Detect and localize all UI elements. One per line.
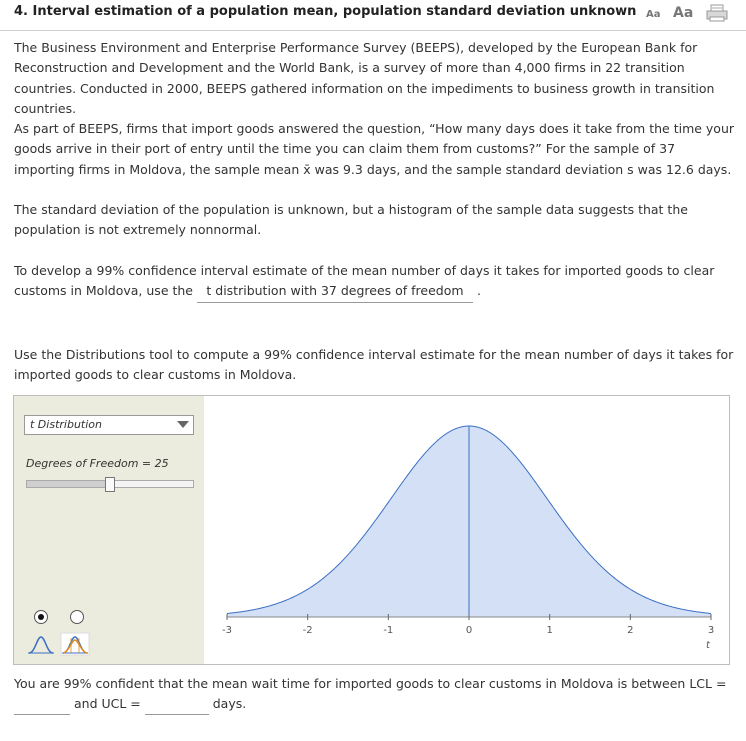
t-distribution-plot[interactable] [204, 396, 729, 664]
font-decrease-button[interactable]: Aa [646, 9, 661, 20]
survey-question-paragraph: As part of BEEPS, firms that import goods answered the question, “How many days does it take from the time your goods arrive in their port of entry until the time you can claim them from customs?” For the sample of 37 importing firms in Moldova, the sample mean x̄ was 9.3 days, and the sample standard deviation s was 12.6 days. [14, 121, 735, 177]
font-increase-button[interactable]: Aa [673, 5, 694, 21]
intro-paragraph: The Business Environment and Enterprise Performance Survey (BEEPS), developed by the European Bank for Reconstruction and Development and the World Bank, is a survey of more than 4,000 firms in 22 transition countries. Conducted in 2000, BEEPS gathered information on the impediments to business growth in transition countries. [14, 40, 715, 116]
chevron-down-icon [177, 421, 189, 429]
dof-value: 25 [154, 457, 169, 470]
result-text-after: days. [212, 696, 247, 712]
x-tick-label: -2 [302, 625, 313, 636]
lcl-input[interactable] [14, 698, 70, 715]
compare-distribution-icon [60, 632, 90, 656]
dof-label [26, 457, 169, 470]
distribution-dropdown-value: t Distribution [30, 418, 102, 431]
dof-equals: = [141, 457, 152, 470]
x-tick-label: 2 [627, 625, 634, 636]
compare-curve-radio[interactable] [70, 610, 84, 624]
x-tick-label: 1 [546, 625, 553, 636]
question-header [0, 0, 746, 31]
distribution-dropdown[interactable] [24, 415, 194, 435]
distribution-choice-text: To develop a 99% confidence interval estimate of the mean number of days it takes for imported goods to clear customs in Moldova, use the [14, 263, 715, 299]
single-distribution-icon [26, 632, 56, 656]
x-axis-label: t [706, 640, 710, 651]
dof-label-text: Degrees of Freedom [26, 457, 139, 470]
x-tick-label: -3 [222, 625, 232, 636]
x-tick-label: -1 [383, 625, 394, 636]
result-sentence [14, 674, 734, 715]
single-curve-radio[interactable] [34, 610, 48, 624]
dof-slider-fill [27, 481, 110, 487]
result-text-before: You are 99% confident that the mean wait time for imported goods to clear customs in Moldova is between LCL = [14, 676, 727, 691]
ucl-input[interactable] [145, 698, 209, 715]
distribution-choice-paragraph [14, 261, 734, 303]
x-tick-label: 3 [707, 625, 715, 636]
distribution-choice-period: . [476, 283, 481, 299]
question-title: 4. Interval estimation of a population mean, population standard deviation unknown [14, 4, 637, 19]
result-text-middle: and UCL = [73, 696, 141, 712]
tool-control-panel [14, 396, 204, 664]
tool-instruction-paragraph: Use the Distributions tool to compute a 99% confidence interval estimate for the mean number of days it takes for imported goods to clear customs in Moldova. [14, 347, 734, 383]
x-tick-label: 0 [465, 625, 473, 636]
dof-slider-thumb[interactable] [105, 477, 115, 492]
distribution-choice-select[interactable]: t distribution with 37 degrees of freedom [197, 281, 473, 302]
distributions-tool [13, 395, 730, 665]
population-paragraph: The standard deviation of the population is unknown, but a histogram of the sample data suggests that the population is not extremely nonnormal. [14, 202, 688, 238]
print-icon[interactable] [706, 4, 728, 22]
